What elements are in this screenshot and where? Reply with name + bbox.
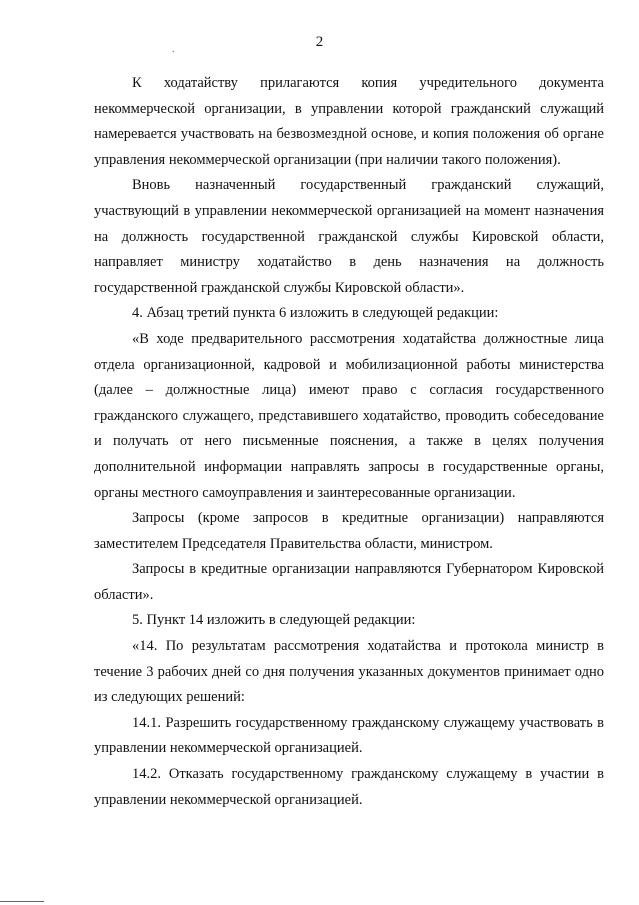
paragraph-item-4: 4. Абзац третий пункта 6 изложить в следующей редакции:: [132, 305, 499, 322]
paragraph-attachments: К ходатайству прилагаются копия учредительного документа некоммерческой организации, в управлении которой гражданский служащий намеревается участвовать на безвозмездной основе, и копия положения об органе управления некоммерческой организации (при наличии такого положения).: [94, 75, 604, 168]
paragraph-item-14: «14. По результатам рассмотрения ходатайства и протокола министр в течение 3 рабочих дней со дня получения указанных документов принимает одно из следующих решений:: [94, 638, 604, 706]
paragraph-item-5: 5. Пункт 14 изложить в следующей редакции:: [132, 612, 416, 629]
scan-artifact-dot: .: [172, 44, 175, 55]
scan-edge-mark: [0, 901, 44, 902]
paragraph-newly-appointed: Вновь назначенный государственный гражданский служащий, участвующий в управлении некоммерческой организацией на момент назначения на должность государственной гражданской службы Кировской области, направляет министру ходатайство в день назначения на должность государственной гражданской службы Кировской области».: [94, 177, 604, 296]
paragraph-credit-requests: Запросы в кредитные организации направляются Губернатором Кировской области».: [94, 561, 604, 603]
paragraph-requests: Запросы (кроме запросов в кредитные организации) направляются заместителем Председателя Правительства области, министром.: [94, 510, 604, 552]
document-body: [94, 71, 604, 813]
page-number: 2: [315, 34, 324, 50]
paragraph-item-14-2: 14.2. Отказать государственному гражданскому служащему в участии в управлении некоммерческой организацией.: [94, 766, 604, 808]
paragraph-item-14-1: 14.1. Разрешить государственному гражданскому служащему участвовать в управлении некоммерческой организацией.: [94, 714, 604, 757]
paragraph-preliminary-review: «В ходе предварительного рассмотрения ходатайства должностные лица отдела организационной, кадровой и мобилизационной работы министерства (далее – должностные лица) имеют право с согласия государственного гражданского служащего, представившего ходатайство, проводить собеседование и получать от него письменные пояснения, а также в целях получения дополнительной информации направлять запросы в государственные органы, органы местного самоуправления и заинтересованные организации.: [94, 330, 604, 501]
